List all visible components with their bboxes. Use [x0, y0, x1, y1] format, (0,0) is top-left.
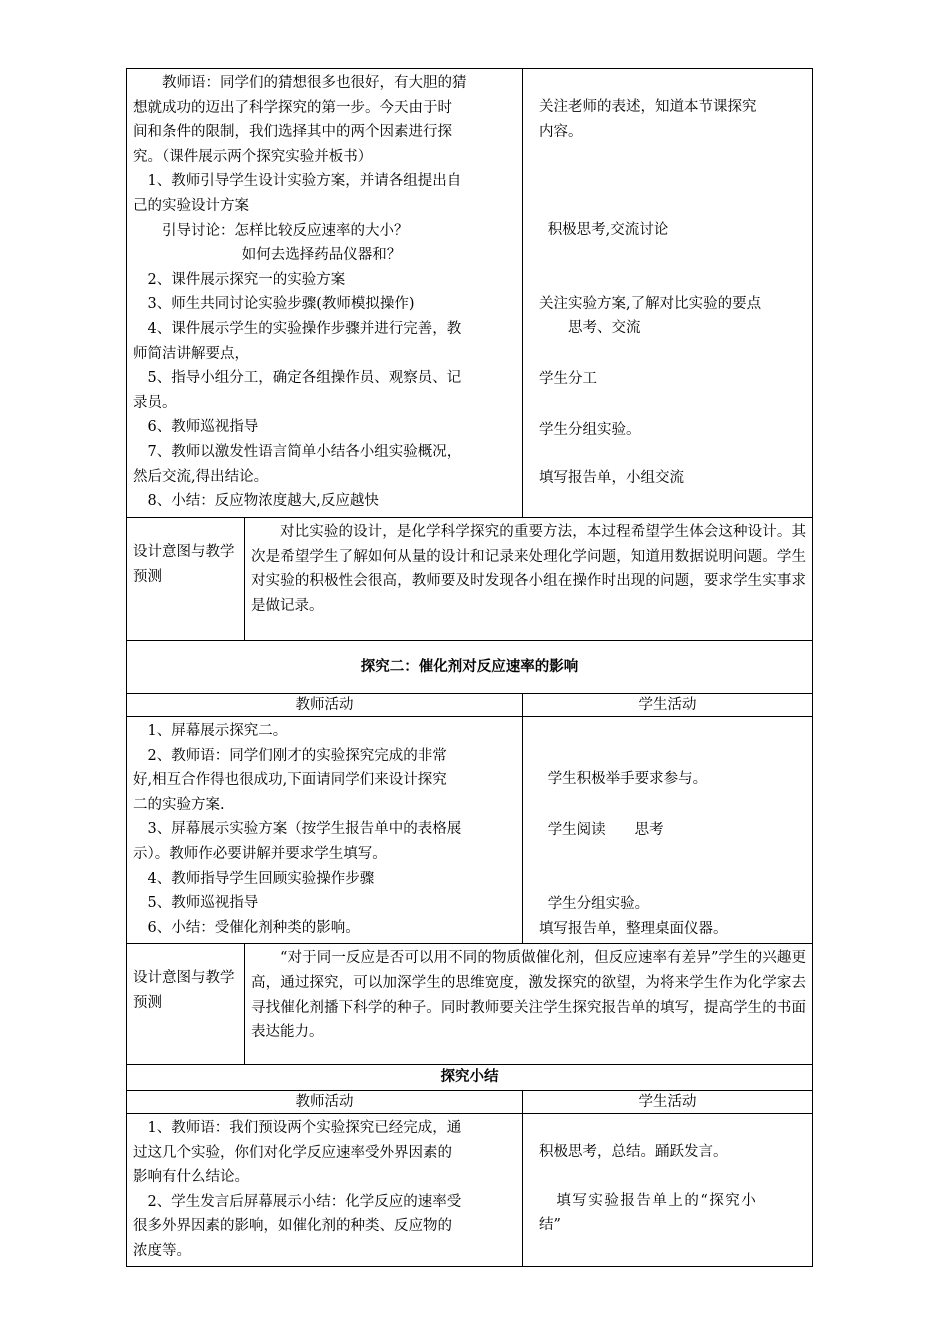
- teacher-line: 3、师生共同讨论实验步骤(教师模拟操作): [147, 296, 415, 313]
- block1-teacher-cell: [127, 69, 523, 518]
- design-intent-label: 设计意图与教学预测: [127, 944, 245, 1065]
- teacher-line: 2、学生发言后屏幕展示小结：化学反应的速率受: [147, 1193, 462, 1210]
- teacher-line: 好,相互合作得也很成功,下面请同学们来设计探究: [133, 772, 447, 789]
- teacher-line: 浓度等。: [133, 1242, 191, 1259]
- teacher-line: 5、指导小组分工，确定各组操作员、观察员、记: [147, 370, 462, 387]
- student-line: 学生分组实验。: [539, 421, 641, 438]
- teacher-line: 2、课件展示探究一的实验方案: [147, 271, 346, 288]
- block3-activity-row: [127, 1113, 813, 1266]
- student-line: 关注实验方案,了解对比实验的要点: [539, 295, 762, 312]
- student-line: 填写报告单，小组交流: [539, 470, 684, 487]
- teacher-line: 5、教师巡视指导: [147, 895, 259, 912]
- student-line: 积极思考,交流讨论: [547, 222, 669, 239]
- teacher-line: 录员。: [133, 394, 177, 411]
- block2-student-cell: [523, 717, 813, 944]
- student-line: 学生积极举手要求参与。: [547, 771, 708, 787]
- header-student-activity: 学生活动: [523, 694, 813, 717]
- teacher-line: 1、屏幕展示探究二。: [147, 723, 288, 739]
- block3-teacher-cell: [127, 1113, 523, 1266]
- header-teacher-activity: 教师活动: [127, 1090, 523, 1113]
- block3-header-row: [127, 1090, 813, 1113]
- teacher-line: 影响有什么结论。: [133, 1169, 249, 1186]
- design-intent-body: “对于同一反应是否可以用不同的物质做催化剂，但反应速率有差异”学生的兴趣更高，通过探究，可以加深学生的思维宽度，激发探究的欲望，为将来学生作为化学家去寻找催化剂播下科学的种子。同时教师要关注学生探究报告单的填写，提高学生的书面表达能力。: [251, 950, 806, 1041]
- student-line: 关注老师的表述，知道本节课探究: [539, 99, 757, 115]
- teacher-line: 间和条件的限制，我们选择其中的两个因素进行探: [133, 124, 452, 141]
- teacher-line: 己的实验设计方案: [133, 197, 249, 214]
- student-line: 积极思考，总结。踊跃发言。: [539, 1143, 728, 1160]
- teacher-line: 示）。教师作必要讲解并要求学生填写。: [133, 845, 387, 862]
- block2-title-row: [127, 641, 813, 694]
- header-teacher-activity: 教师活动: [127, 694, 523, 717]
- block2-header-row: [127, 694, 813, 717]
- design-intent-label: 设计意图与教学预测: [127, 518, 245, 641]
- teacher-line: 教师语：同学们的猜想很多也很好，有大胆的猜: [162, 75, 467, 91]
- block3-title-row: [127, 1065, 813, 1091]
- block2-teacher-cell: [127, 717, 523, 944]
- student-line: 学生阅读 思考: [547, 821, 664, 838]
- block1-student-cell: [523, 69, 813, 518]
- block1-activity-row: [127, 69, 813, 518]
- teacher-line: 想就成功的迈出了科学探究的第一步。今天由于时: [133, 99, 452, 116]
- student-line: 内容。: [539, 123, 583, 140]
- teacher-line: 4、课件展示学生的实验操作步骤并进行完善，教: [147, 320, 462, 337]
- lesson-plan-table: [126, 68, 813, 1267]
- teacher-line: 7、教师以激发性语言简单小结各小组实验概况，: [147, 443, 462, 460]
- section-title: 探究二：催化剂对反应速率的影响: [127, 641, 813, 694]
- teacher-line: 3、屏幕展示实验方案（按学生报告单中的表格展: [147, 821, 462, 838]
- teacher-line: 很多外界因素的影响，如催化剂的种类、反应物的: [133, 1218, 452, 1235]
- block1-design-row: [127, 518, 813, 641]
- teacher-line: 引导讨论：怎样比较反应速率的大小？: [162, 222, 409, 239]
- teacher-line: 6、小结：受催化剂种类的影响。: [147, 919, 360, 936]
- teacher-line: 然后交流,得出结论。: [133, 468, 269, 485]
- block2-activity-row: [127, 717, 813, 944]
- section-title: 探究小结: [127, 1065, 813, 1091]
- teacher-line: 过这几个实验，你们对化学反应速率受外界因素的: [133, 1144, 452, 1161]
- teacher-line: 8、小结：反应物浓度越大,反应越快: [147, 493, 379, 510]
- student-line: 填写实验报告单上的“探究小: [556, 1192, 758, 1209]
- block2-design-row: [127, 944, 813, 1065]
- teacher-line: 师简洁讲解要点，: [133, 345, 249, 362]
- teacher-line: 究。（课件展示两个探究实验并板书）: [133, 148, 373, 165]
- teacher-line: 6、教师巡视指导: [147, 419, 259, 436]
- teacher-line: 2、教师语：同学们刚才的实验探究完成的非常: [147, 747, 447, 764]
- design-intent-text: [245, 944, 813, 1065]
- student-line: 结”: [539, 1217, 561, 1234]
- teacher-line: 4、教师指导学生回顾实验操作步骤: [147, 870, 375, 887]
- lesson-plan-page: [126, 68, 812, 1267]
- student-line: 思考、交流: [568, 320, 641, 337]
- design-intent-body: 对比实验的设计，是化学科学探究的重要方法，本过程希望学生体会这种设计。其次是希望学生了解如何从量的设计和记录来处理化学问题，知道用数据说明问题。学生对实验的积极性会很高，教师要及时发现各小组在操作时出现的问题，要求学生实事求是做记录。: [251, 524, 806, 614]
- block3-student-cell: [523, 1113, 813, 1266]
- teacher-line: 如何去选择药品仪器和？: [241, 247, 402, 264]
- teacher-line: 1、教师引导学生设计实验方案，并请各组提出自: [147, 173, 462, 190]
- design-intent-text: [245, 518, 813, 641]
- student-line: 填写报告单，整理桌面仪器。: [539, 920, 728, 937]
- header-student-activity: 学生活动: [523, 1090, 813, 1113]
- teacher-line: 1、教师语：我们预设两个实验探究已经完成，通: [147, 1119, 462, 1136]
- teacher-line: 二的实验方案.: [133, 796, 225, 813]
- student-line: 学生分组实验。: [547, 896, 650, 913]
- student-line: 学生分工: [539, 370, 597, 387]
